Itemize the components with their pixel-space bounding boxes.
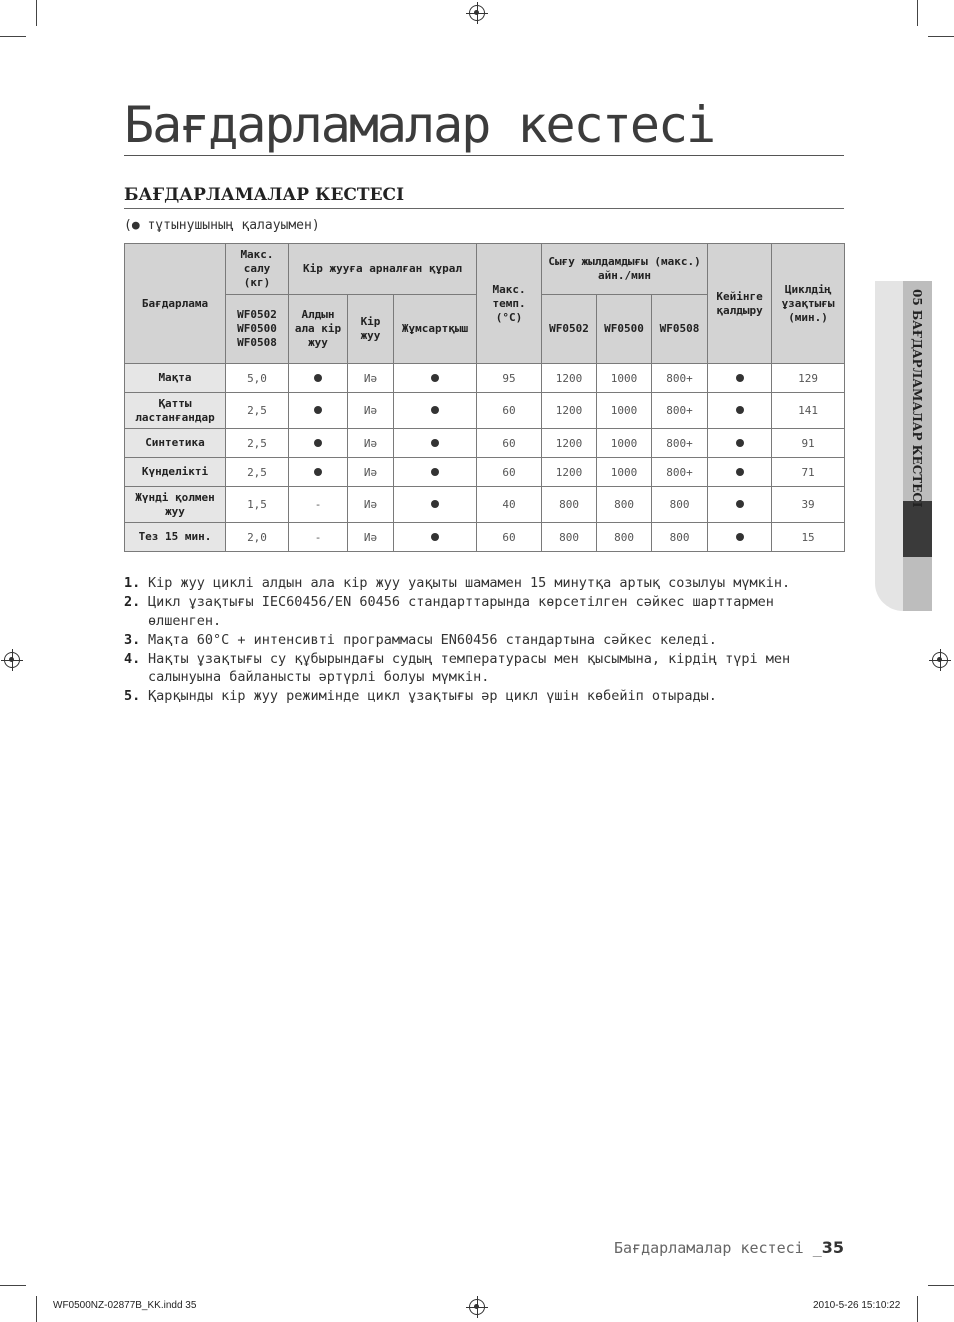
- bullet-dot-icon: [736, 468, 744, 476]
- cell-wash: Иә: [348, 393, 394, 429]
- table-row: [125, 523, 845, 552]
- crop-mark: [0, 1285, 26, 1286]
- header-detergent: Кір жууға арналған құрал: [289, 244, 477, 295]
- bullet-dot-icon: [431, 406, 439, 414]
- cell-softener: [394, 364, 477, 393]
- cell-s3: 800+: [652, 429, 708, 458]
- cell-prewash: [289, 429, 348, 458]
- bullet-dot-icon: [736, 500, 744, 508]
- cell-s2: 1000: [597, 429, 652, 458]
- registration-mark-icon: [469, 1299, 485, 1315]
- cell-softener: [394, 458, 477, 487]
- cell-time: 141: [772, 393, 845, 429]
- header-spin-speed: Сығу жылдамдығы (макс.) айн./мин: [542, 244, 708, 295]
- cell-load: 1,5: [226, 487, 289, 523]
- bullet-dot-icon: [314, 374, 322, 382]
- header-spin-wf0502: WF0502: [542, 295, 597, 364]
- cell-s1: 1200: [542, 429, 597, 458]
- header-program: Бағдарлама: [125, 244, 226, 364]
- cell-s1: 800: [542, 523, 597, 552]
- registration-mark-icon: [469, 5, 485, 21]
- cell-s1: 800: [542, 487, 597, 523]
- cell-s2: 1000: [597, 458, 652, 487]
- cell-s3: 800+: [652, 393, 708, 429]
- table-row: [125, 458, 845, 487]
- cell-time: 129: [772, 364, 845, 393]
- bullet-dot-icon: [431, 533, 439, 541]
- bullet-dot-icon: [431, 500, 439, 508]
- cell-load: 2,0: [226, 523, 289, 552]
- cell-softener: [394, 393, 477, 429]
- cell-time: 15: [772, 523, 845, 552]
- bullet-dot-icon: [431, 468, 439, 476]
- cell-load: 2,5: [226, 458, 289, 487]
- slug-date: 2010-5-26 15:10:22: [813, 1300, 901, 1311]
- note-item: 2. Цикл ұзақтығы IEC60456/EN 60456 стандарттарында көрсетілген сәйкес шарттармен өлшенген.: [124, 594, 774, 629]
- header-wash: Кір жуу: [348, 295, 394, 364]
- chapter-label: 05 БАҒДАРЛАМАЛАР КЕСТЕСІ: [910, 289, 924, 508]
- cell-wash: Иә: [348, 458, 394, 487]
- cell-load: 2,5: [226, 429, 289, 458]
- cell-s3: 800: [652, 487, 708, 523]
- header-spin-wf0500: WF0500: [597, 295, 652, 364]
- cell-prewash: -: [289, 523, 348, 552]
- page-number: 35: [821, 1238, 844, 1257]
- cell-wash: Иә: [348, 523, 394, 552]
- cell-delay: [708, 429, 772, 458]
- chapter-side-tab: [875, 281, 932, 611]
- page-title: Бағдарламалар кестесі: [124, 95, 844, 156]
- crop-mark: [917, 1296, 918, 1322]
- cell-delay: [708, 364, 772, 393]
- header-max-temp: Макс. темп. (°C): [477, 244, 542, 364]
- cell-s3: 800+: [652, 364, 708, 393]
- bullet-dot-icon: [736, 533, 744, 541]
- bullet-dot-icon: [314, 406, 322, 414]
- cell-temp: 40: [477, 487, 542, 523]
- crop-mark: [36, 0, 37, 26]
- bullet-dot-icon: [431, 374, 439, 382]
- chapter-indicator: [903, 501, 932, 557]
- bullet-dot-icon: [314, 439, 322, 447]
- header-prewash: Алдын ала кір жуу: [289, 295, 348, 364]
- registration-mark-icon: [932, 652, 948, 668]
- program-name: Тез 15 мин.: [125, 523, 226, 552]
- cell-s2: 800: [597, 523, 652, 552]
- registration-mark-icon: [4, 652, 20, 668]
- legend: (● тұтынушының қалауымен): [124, 218, 320, 233]
- cell-temp: 60: [477, 458, 542, 487]
- cell-wash: Иә: [348, 487, 394, 523]
- note-item: 5. Қарқынды кір жуу режимінде цикл ұзақтығы әр цикл үшін көбейіп отырады.: [124, 688, 717, 704]
- cell-wash: Иә: [348, 429, 394, 458]
- program-name: Синтетика: [125, 429, 226, 458]
- cell-s2: 1000: [597, 364, 652, 393]
- table-row: [125, 393, 845, 429]
- header-spin-wf0508: WF0508: [652, 295, 708, 364]
- cell-time: 91: [772, 429, 845, 458]
- cell-s3: 800: [652, 523, 708, 552]
- table-row: [125, 429, 845, 458]
- cell-softener: [394, 523, 477, 552]
- cell-s3: 800+: [652, 458, 708, 487]
- cell-s2: 1000: [597, 393, 652, 429]
- program-name: Қатты ластанғандар: [125, 393, 226, 429]
- note-item: 4. Нақты ұзақтығы су құбырындағы судың температурасы мен қысымына, кірдің түрі мен салынуына байланысты әртүрлі болуы мүмкін.: [124, 650, 791, 685]
- table-row: [125, 487, 845, 523]
- cell-temp: 60: [477, 523, 542, 552]
- cell-prewash: [289, 458, 348, 487]
- cell-softener: [394, 487, 477, 523]
- crop-mark: [917, 0, 918, 26]
- note-item: 1. Кір жуу циклі алдын ала кір жуу уақыты шамамен 15 минутқа артық созылуы мүмкін.: [124, 575, 791, 591]
- cell-temp: 95: [477, 364, 542, 393]
- cell-time: 39: [772, 487, 845, 523]
- cell-wash: Иә: [348, 364, 394, 393]
- cell-temp: 60: [477, 429, 542, 458]
- bullet-dot-icon: [736, 406, 744, 414]
- cell-delay: [708, 458, 772, 487]
- notes-list: [124, 574, 844, 706]
- note-item: 3. Мақта 60°C + интенсивті программасы EN60456 стандартына сәйкес келеді.: [124, 631, 717, 648]
- cell-delay: [708, 523, 772, 552]
- cell-time: 71: [772, 458, 845, 487]
- header-delay: Кейінге қалдыру: [708, 244, 772, 364]
- crop-mark: [928, 1285, 954, 1286]
- cell-prewash: -: [289, 487, 348, 523]
- bullet-dot-icon: [314, 468, 322, 476]
- cell-prewash: [289, 393, 348, 429]
- cell-s1: 1200: [542, 364, 597, 393]
- cell-load: 5,0: [226, 364, 289, 393]
- crop-mark: [36, 1296, 37, 1322]
- cell-s1: 1200: [542, 393, 597, 429]
- page-footer: Бағдарламалар кестесі _35: [614, 1238, 844, 1257]
- cell-s2: 800: [597, 487, 652, 523]
- bullet-dot-icon: [736, 439, 744, 447]
- program-name: Жүнді қолмен жуу: [125, 487, 226, 523]
- cell-delay: [708, 487, 772, 523]
- cell-temp: 60: [477, 393, 542, 429]
- header-models: WF0502 WF0500 WF0508: [226, 295, 289, 364]
- cell-delay: [708, 393, 772, 429]
- cell-load: 2,5: [226, 393, 289, 429]
- bullet-dot-icon: [736, 374, 744, 382]
- section-title: БАҒДАРЛАМАЛАР КЕСТЕСІ: [124, 184, 844, 209]
- cell-softener: [394, 429, 477, 458]
- program-name: Мақта: [125, 364, 226, 393]
- program-name: Күнделікті: [125, 458, 226, 487]
- cell-s1: 1200: [542, 458, 597, 487]
- crop-mark: [928, 36, 954, 37]
- header-softener: Жұмсартқыш: [394, 295, 477, 364]
- program-table: [124, 243, 845, 552]
- slug-file: WF0500NZ-02877B_KK.indd 35: [53, 1300, 197, 1311]
- cell-prewash: [289, 364, 348, 393]
- table-row: [125, 364, 845, 393]
- crop-mark: [0, 36, 26, 37]
- bullet-dot-icon: [431, 439, 439, 447]
- header-cycle-time: Циклдің ұзақтығы (мин.): [772, 244, 845, 364]
- header-max-load: Макс. салу (кг): [226, 244, 289, 295]
